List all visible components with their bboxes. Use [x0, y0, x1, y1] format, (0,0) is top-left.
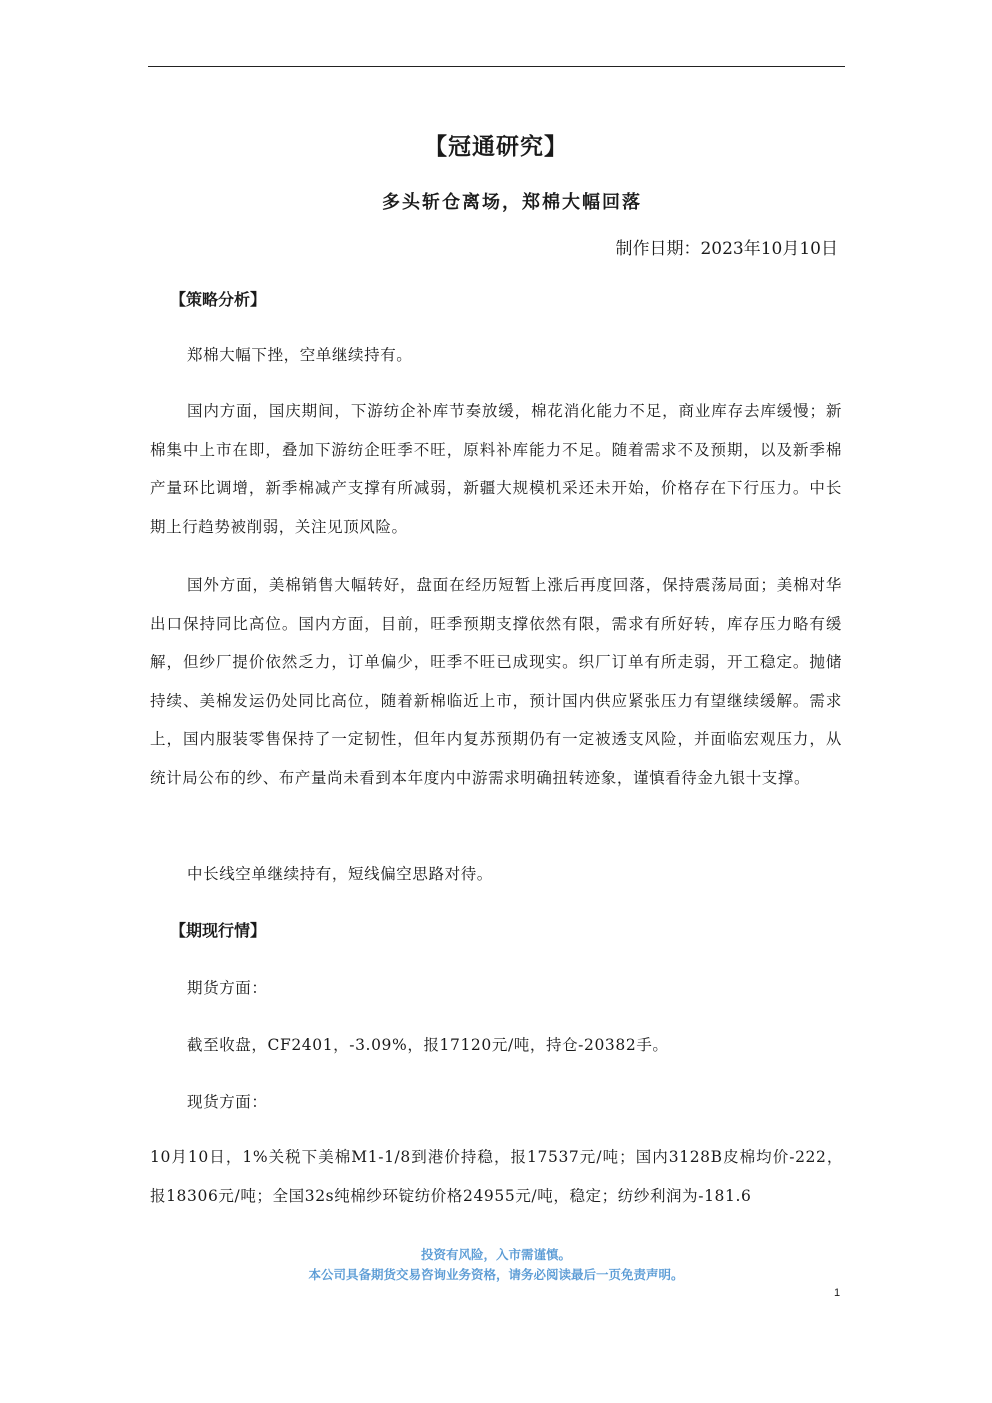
report-date: 制作日期：2023年10月10日	[615, 239, 838, 259]
header-rule	[148, 66, 845, 67]
strategy-summary: 郑棉大幅下挫，空单继续持有。	[187, 346, 413, 364]
page-number: 1	[834, 1287, 841, 1299]
spot-label: 现货方面：	[187, 1093, 268, 1111]
risk-warning: 投资有风险，入市需谨慎。	[420, 1247, 571, 1262]
brand-title: 【冠通研究】	[424, 133, 568, 160]
strategy-foreign-paragraph: 国外方面，美棉销售大幅转好，盘面在经历短暂上涨后再度回落，保持震荡局面；美棉对华出口保持同比高位。国内方面，目前，旺季预期支撑依然有限，需求有所好转，库存压力略有缓解，但纱厂提价依然乏力，订单偏少，旺季不旺已成现实。织厂订单有所走弱，开工稳定。抛储持续、美棉发运仍处同比高位，随着新棉临近上市，预计国内供应紧张压力有望继续缓解。需求上，国内服装零售保持了一定韧性，但年内复苏预期仍有一定被透支风险，并面临宏观压力，从统计局公布的纱、布产量尚未看到本年度内中游需求明确扭转迹象，谨慎看待金九银十支撑。	[150, 576, 842, 787]
futures-text: 截至收盘，CF2401，-3.09%，报17120元/吨，持仓-20382手。	[187, 1036, 669, 1054]
section-heading-strategy: 【策略分析】	[170, 290, 267, 309]
spot-text: 10月10日，1%关税下美棉M1-1/8到港价持稳，报17537元/吨；国内3128B皮棉均价-222，报18306元/吨；全国32s纯棉纱环锭纺价格24955元/吨，稳定；纺纱利润为-181.6	[150, 1148, 843, 1205]
strategy-advice: 中长线空单继续持有，短线偏空思路对待。	[187, 865, 493, 883]
section-heading-market: 【期现行情】	[170, 921, 267, 940]
disclaimer-note: 本公司具备期货交易咨询业务资格，请务必阅读最后一页免责声明。	[308, 1267, 684, 1282]
report-title: 多头斩仓离场，郑棉大幅回落	[382, 192, 642, 213]
futures-label: 期货方面：	[187, 979, 268, 997]
strategy-domestic-paragraph: 国内方面，国庆期间，下游纺企补库节奏放缓，棉花消化能力不足，商业库存去库缓慢；新棉集中上市在即，叠加下游纺企旺季不旺，原料补库能力不足。随着需求不及预期，以及新季棉产量环比调增，新季棉减产支撑有所减弱，新疆大规模机采还未开始，价格存在下行压力。中长期上行趋势被削弱，关注见顶风险。	[150, 402, 842, 536]
